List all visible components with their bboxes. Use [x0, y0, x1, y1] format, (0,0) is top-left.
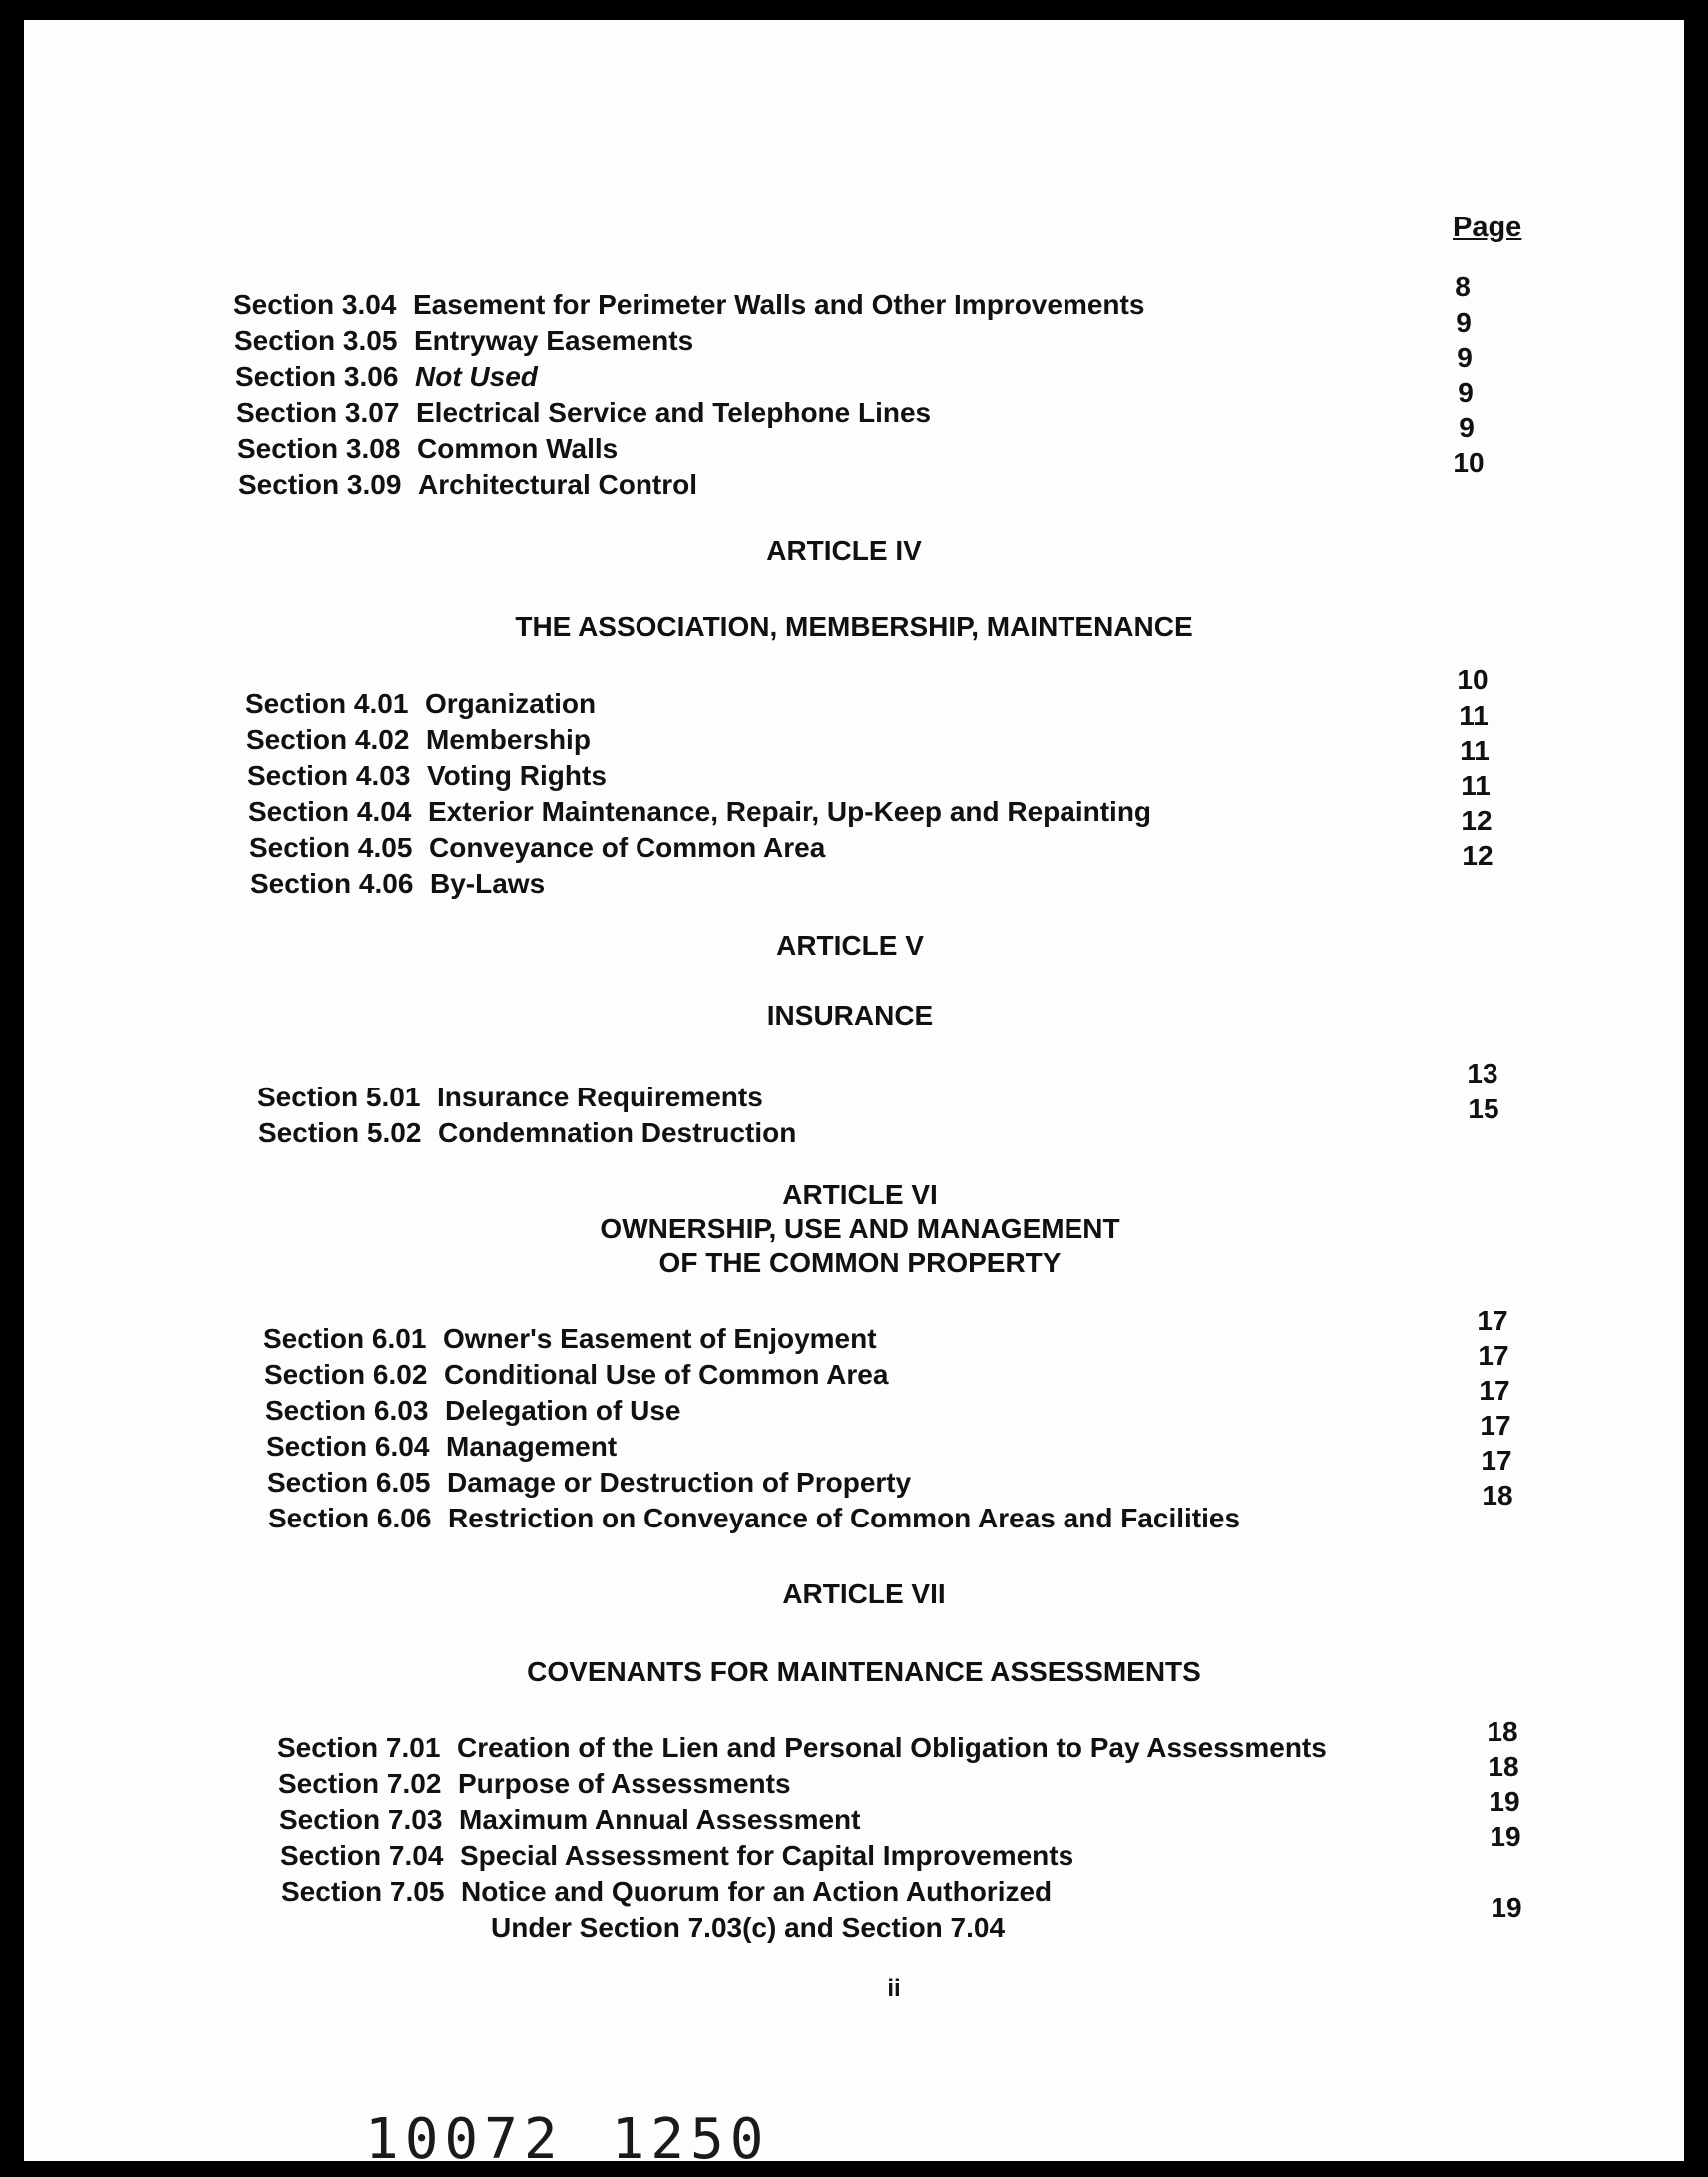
page-number-cell: 19: [1490, 1821, 1521, 1852]
toc-entry: [277, 1732, 1327, 1764]
section-title: Entryway Easements: [414, 325, 694, 356]
page-number-cell: 15: [1468, 1093, 1499, 1124]
page-number-cell: 19: [1491, 1892, 1522, 1923]
page-number-cell: 10: [1457, 664, 1489, 695]
page-roman-number: ii: [887, 1975, 901, 2002]
section-title: Purpose of Assessments: [458, 1768, 791, 1799]
document-control-number: [365, 2107, 817, 2161]
section-number: Section 3.05: [234, 325, 398, 356]
section-title: Creation of the Lien and Personal Obligation to Pay Assessments: [457, 1732, 1327, 1763]
toc-entry: [248, 796, 1151, 828]
article-heading: ARTICLE IV: [766, 535, 922, 566]
article-heading: ARTICLE VII: [782, 1578, 946, 1609]
section-number: Section 3.09: [238, 469, 402, 500]
article-title: INSURANCE: [766, 1000, 934, 1031]
toc-entry: [236, 397, 931, 429]
toc-entry: [249, 832, 825, 864]
toc-entry: [250, 868, 545, 900]
page-number-cell: 18: [1487, 1716, 1518, 1747]
section-title: Architectural Control: [418, 469, 698, 500]
section-title: Voting Rights: [427, 760, 607, 791]
toc-entry: [258, 1117, 796, 1149]
section-title: Maximum Annual Assessment: [459, 1804, 861, 1835]
page-number-cell: 17: [1477, 1305, 1508, 1336]
toc-entry: [267, 1467, 911, 1499]
section-number: Section 6.05: [267, 1467, 431, 1498]
toc-entry: [233, 289, 1144, 321]
toc-entry: [237, 433, 618, 465]
document-number-part: 1250: [611, 2107, 770, 2161]
page-number-cell: 9: [1459, 412, 1475, 443]
section-title: Condemnation Destruction: [438, 1117, 797, 1148]
section-title: Conditional Use of Common Area: [444, 1359, 889, 1390]
section-number: Section 7.03: [279, 1804, 443, 1835]
section-title: Owner's Easement of Enjoyment: [443, 1323, 877, 1354]
toc-entry: [257, 1082, 763, 1113]
section-number: Section 6.01: [263, 1323, 427, 1354]
toc-entry: [279, 1804, 861, 1836]
document-page: [24, 20, 1684, 2161]
article-title: COVENANTS FOR MAINTENANCE ASSESSMENTS: [527, 1656, 1201, 1687]
toc-entry: [280, 1840, 1073, 1872]
document-number-part: 10072: [365, 2107, 564, 2161]
page-number-cell: 13: [1467, 1058, 1498, 1088]
section-title: Easement for Perimeter Walls and Other Improvements: [413, 289, 1145, 320]
section-number: Section 5.01: [257, 1082, 421, 1112]
section-number: Section 3.07: [236, 397, 400, 428]
toc-entry: [266, 1431, 617, 1463]
page-number-cell: 17: [1480, 1410, 1511, 1441]
page-number-cell: 19: [1489, 1786, 1520, 1817]
section-number: Section 7.04: [280, 1840, 444, 1871]
page-number-cell: 9: [1458, 377, 1474, 408]
page-number-cell: 12: [1462, 840, 1494, 871]
page-number-cell: 11: [1460, 735, 1490, 766]
page-number-cell: 17: [1479, 1375, 1510, 1406]
toc-entry: [264, 1359, 888, 1391]
section-number: Section 7.02: [278, 1768, 442, 1799]
section-number: Section 6.02: [264, 1359, 428, 1390]
toc-entry: [281, 1876, 1052, 1908]
section-title: Organization: [425, 688, 597, 719]
page-number-cell: 17: [1481, 1445, 1512, 1476]
section-number: Section 6.06: [268, 1503, 432, 1533]
page-number-cell: 10: [1453, 447, 1485, 478]
section-number: Section 3.06: [235, 361, 399, 392]
section-number: Section 4.02: [246, 724, 410, 755]
section-number: Section 4.05: [249, 832, 413, 863]
page-number-cell: 11: [1461, 770, 1491, 801]
section-title: Conveyance of Common Area: [429, 832, 826, 863]
section-number: Section 3.04: [233, 289, 397, 320]
section-number: Section 6.04: [266, 1431, 430, 1462]
section-title-continuation: Under Section 7.03(c) and Section 7.04: [491, 1912, 1006, 1943]
toc-entry: [246, 724, 591, 756]
section-number: Section 7.01: [277, 1732, 441, 1763]
page-number-cell: 9: [1456, 307, 1472, 338]
toc-entry: [278, 1768, 791, 1800]
toc-entry: [247, 760, 607, 792]
section-title: Membership: [426, 724, 591, 755]
section-title: Insurance Requirements: [437, 1082, 763, 1112]
section-number: Section 6.03: [265, 1395, 429, 1426]
section-number: Section 4.03: [247, 760, 411, 791]
toc-entry: [245, 688, 596, 720]
article-heading: ARTICLE V: [776, 930, 924, 961]
section-title: Special Assessment for Capital Improvements: [460, 1840, 1074, 1871]
page-number-cell: 9: [1457, 342, 1473, 373]
section-title: Not Used: [415, 361, 538, 392]
toc-entry: [263, 1323, 877, 1355]
section-number: Section 7.05: [281, 1876, 445, 1907]
page-number-cell: 12: [1461, 805, 1493, 836]
toc-entry: [234, 325, 693, 357]
section-title: Delegation of Use: [445, 1395, 681, 1426]
article-title: OF THE COMMON PROPERTY: [658, 1247, 1062, 1278]
toc-entry: [238, 469, 697, 501]
page-number-cell: 18: [1488, 1751, 1519, 1782]
section-number: Section 4.04: [248, 796, 412, 827]
page-number-cell: 17: [1478, 1340, 1509, 1371]
article-title: THE ASSOCIATION, MEMBERSHIP, MAINTENANCE: [515, 611, 1193, 642]
section-title: Common Walls: [417, 433, 619, 464]
page-number-cell: 18: [1482, 1480, 1513, 1511]
section-number: Section 4.06: [250, 868, 414, 899]
page-number-cell: 11: [1459, 700, 1489, 731]
section-title: Restriction on Conveyance of Common Areas and Facilities: [448, 1503, 1241, 1533]
page-column-header: Page: [1453, 212, 1522, 243]
article-title: OWNERSHIP, USE AND MANAGEMENT: [600, 1213, 1120, 1244]
toc-entry: [235, 361, 538, 393]
section-number: Section 5.02: [258, 1117, 422, 1148]
section-title: By-Laws: [430, 868, 546, 899]
section-number: Section 4.01: [245, 688, 409, 719]
section-title: Management: [446, 1431, 618, 1462]
section-title: Electrical Service and Telephone Lines: [416, 397, 932, 428]
toc-entry: [265, 1395, 680, 1427]
toc-entry: [268, 1503, 1240, 1534]
section-title: Notice and Quorum for an Action Authorized: [461, 1876, 1053, 1907]
section-number: Section 3.08: [237, 433, 401, 464]
section-title: Exterior Maintenance, Repair, Up-Keep and Repainting: [428, 796, 1152, 827]
page-number-cell: 8: [1455, 271, 1471, 302]
article-heading: ARTICLE VI: [782, 1179, 938, 1210]
section-title: Damage or Destruction of Property: [447, 1467, 912, 1498]
